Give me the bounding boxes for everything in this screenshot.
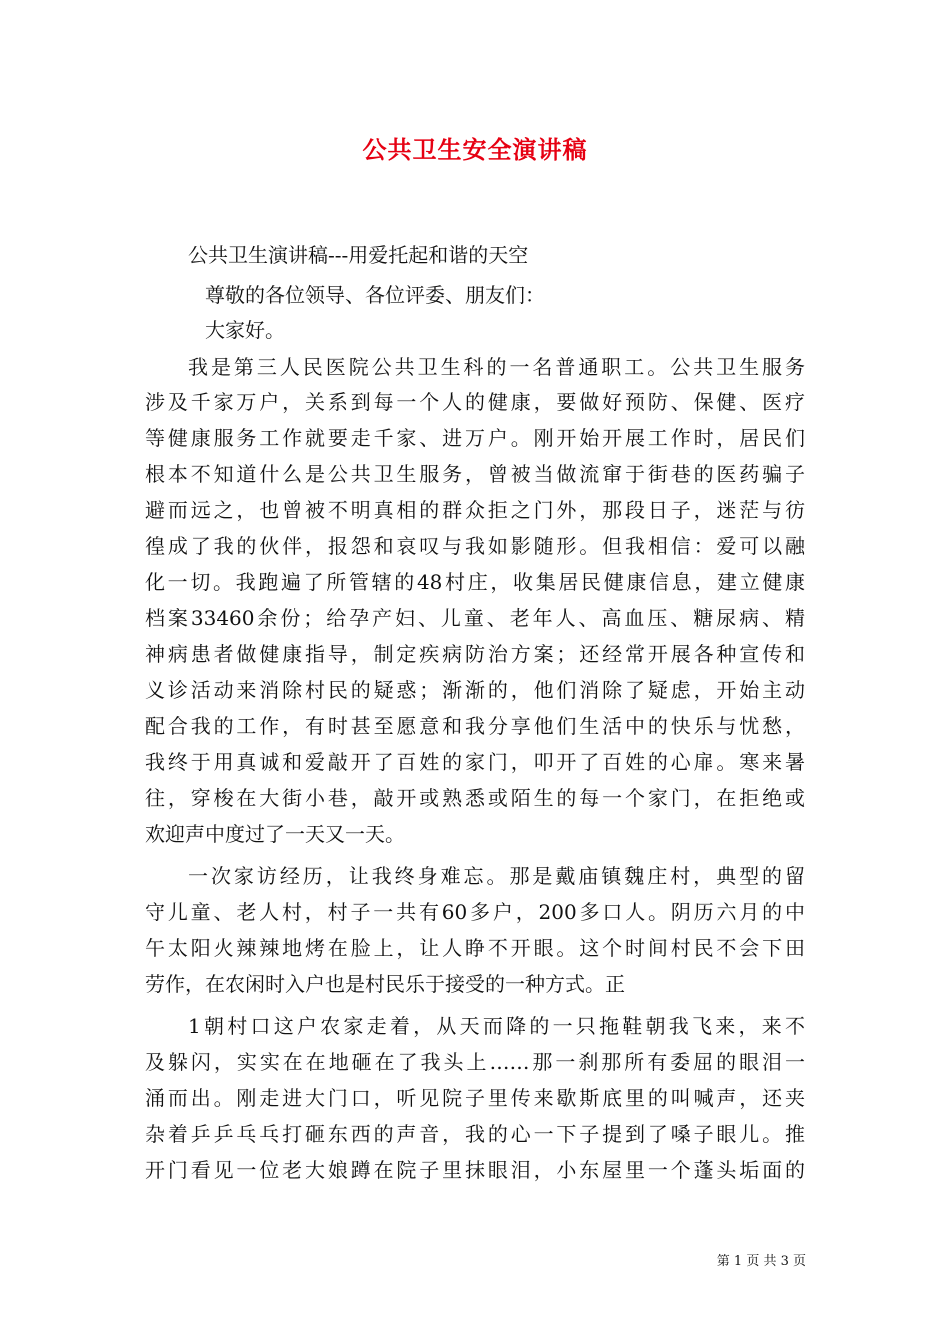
text-line: 往，穿梭在大街小巷，敲开或熟悉或陌生的每一个家门，在拒绝或 <box>145 786 805 810</box>
document-title: 公共卫生安全演讲稿 <box>362 135 588 164</box>
text-line: 神病患者做健康指导，制定疾病防治方案；还经常开展各种宣传和 <box>145 642 805 666</box>
text-line: 及躲闪，实实在在地砸在了我头上……那一刹那所有委屈的眼泪一 <box>145 1050 805 1074</box>
text-line: 我是第三人民医院公共卫生科的一名普通职工。公共卫生服务 <box>188 355 805 379</box>
text-line: 涌而出。刚走进大门口，听见院子里传来歇斯底里的叫喊声，还夹 <box>145 1086 805 1110</box>
text-line: 守儿童、老人村，村子一共有60多户，200多口人。阴历六月的中 <box>145 900 805 924</box>
page-footer: 第 1 页 共 3 页 <box>716 1254 806 1269</box>
text-line: 徨成了我的伙伴，报怨和哀叹与我如影随形。但我相信：爱可以融 <box>145 534 805 558</box>
text-line: 午太阳火辣辣地烤在脸上，让人睁不开眼。这个时间村民不会下田 <box>145 936 805 960</box>
text-line: 大家好。 <box>205 318 285 342</box>
text-line: 劳作，在农闲时入户也是村民乐于接受的一种方式。正 <box>145 972 625 996</box>
text-line: 避而远之，也曾被不明真相的群众拒之门外，那段日子，迷茫与彷 <box>145 498 805 522</box>
text-line: 根本不知道什么是公共卫生服务，曾被当做流窜于街巷的医药骗子 <box>145 462 805 486</box>
text-line: 开门看见一位老大娘蹲在院子里抹眼泪，小东屋里一个蓬头垢面的 <box>145 1158 805 1182</box>
text-line: 化一切。我跑遍了所管辖的48村庄，收集居民健康信息，建立健康 <box>145 570 805 594</box>
text-line: 公共卫生演讲稿---用爱托起和谐的天空 <box>188 243 529 267</box>
text-line: 等健康服务工作就要走千家、进万户。刚开始开展工作时，居民们 <box>145 426 805 450</box>
text-line: 配合我的工作，有时甚至愿意和我分享他们生活中的快乐与忧愁， <box>145 714 805 738</box>
text-line: 我终于用真诚和爱敲开了百姓的家门，叩开了百姓的心扉。寒来暑 <box>145 750 805 774</box>
text-line: 杂着乒乒乓乓打砸东西的声音，我的心一下子提到了嗓子眼儿。推 <box>145 1122 805 1146</box>
text-line: 尊敬的各位领导、各位评委、朋友们： <box>205 283 545 307</box>
text-line: 欢迎声中度过了一天又一天。 <box>145 822 405 846</box>
text-line: 义诊活动来消除村民的疑惑；渐渐的，他们消除了疑虑，开始主动 <box>145 678 805 702</box>
text-line: 涉及千家万户，关系到每一个人的健康，要做好预防、保健、医疗 <box>145 390 805 414</box>
text-line: 档案33460余份；给孕产妇、儿童、老年人、高血压、糖尿病、精 <box>145 606 805 630</box>
text-line: 1朝村口这户农家走着，从天而降的一只拖鞋朝我飞来，来不 <box>188 1014 805 1038</box>
text-line: 一次家访经历，让我终身难忘。那是戴庙镇魏庄村，典型的留 <box>188 864 805 888</box>
